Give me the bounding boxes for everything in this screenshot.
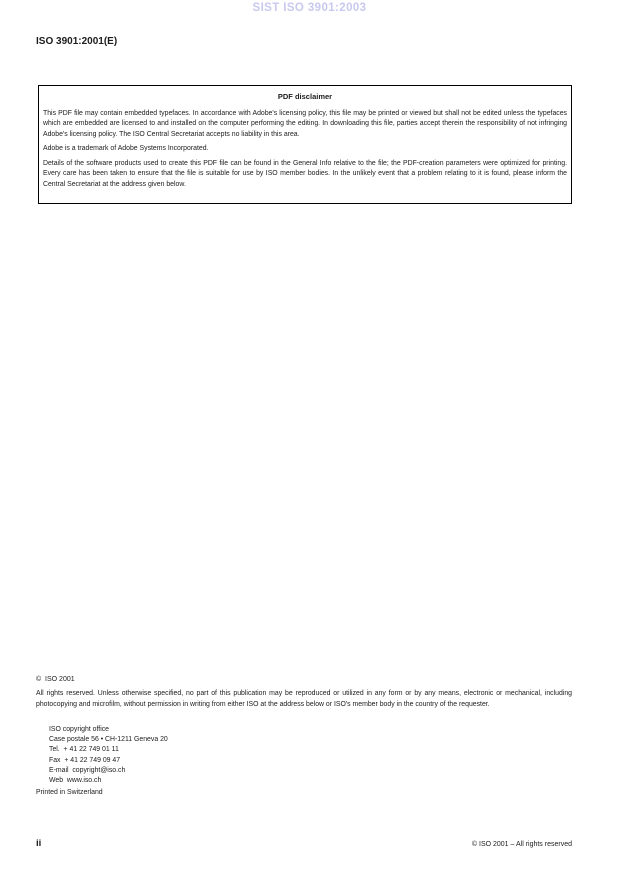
footer-page-number: ii [36, 838, 42, 849]
address-web: Web www.iso.ch [49, 777, 102, 785]
disclaimer-paragraph-3: Details of the software products used to create this PDF file can be found in the General Info relative to the file; the PDF-creation parameters were optimized for printing. Every care has been taken to ensure that the file is suitable for use by ISO member bodies. In the unlikely event that a problem relating to it is found, please inform the Central Secretariat at the address given below. [43, 160, 567, 188]
address-email: E-mail copyright@iso.ch [49, 766, 126, 774]
watermark-standard-reference: SIST ISO 3901:2003 [252, 2, 367, 14]
address-office: ISO copyright office [49, 726, 110, 733]
disclaimer-paragraph-2: Adobe is a trademark of Adobe Systems Incorporated. [43, 145, 209, 153]
address-tel: Tel. + 41 22 749 01 11 [49, 746, 119, 754]
iso-address-block [49, 725, 168, 786]
footer-copyright-text: © ISO 2001 – All rights reserved [471, 841, 572, 848]
disclaimer-paragraph-1: This PDF file may contain embedded typefaces. In accordance with Adobe's licensing policy, this file may be printed or viewed but shall not be edited unless the typefaces which are embedded are licensed to and installed on the computer performing the editing. In downloading this file, parties accept therein the responsibility of not infringing Adobe's licensing policy. The ISO Central Secretariat accepts no liability in this area. [43, 110, 567, 138]
pdf-disclaimer-box [38, 85, 572, 204]
document-reference: ISO 3901:2001(E) [36, 36, 118, 47]
disclaimer-title: PDF disclaimer [277, 92, 333, 101]
address-fax: Fax + 41 22 749 09 47 [49, 756, 121, 764]
printed-in-text: Printed in Switzerland [36, 789, 103, 796]
copyright-notice: © ISO 2001 [36, 676, 75, 683]
rights-reserved-text: All rights reserved. Unless otherwise specified, no part of this publication may be reproduced or utilized in any form or by any means, electronic or mechanical, including photocopying and microfilm, without permission in writing from either ISO at the address below or ISO's member body in the country of the requester. [36, 690, 572, 708]
address-postal: Case postale 56 • CH-1211 Geneva 20 [49, 736, 168, 744]
